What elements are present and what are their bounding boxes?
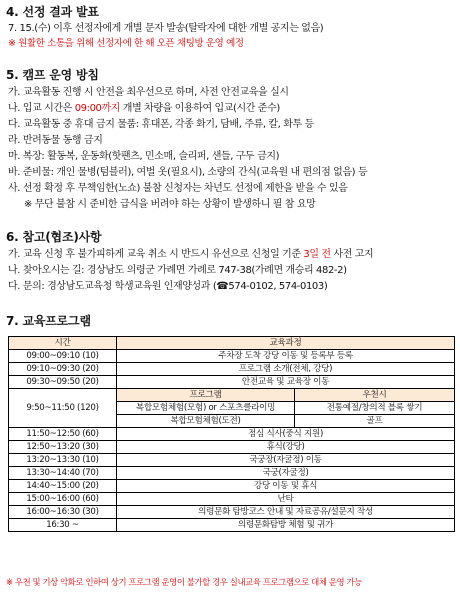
table-row bbox=[9, 454, 455, 467]
row-time: 16:00~16:30 (30) bbox=[9, 506, 117, 519]
section-4-line: 7. 15.(수) 이후 선정자에게 개별 문자 발송(탈락자에 대한 개별 공지는 없음) bbox=[8, 23, 324, 34]
policy-note: ※ 무단 불참 시 준비한 급식을 버려야 하는 상황이 발생하니 필 참 요망 bbox=[24, 199, 316, 210]
policy-item-na-post: 개별 차량을 이용하여 입교(시간 준수) bbox=[120, 103, 280, 114]
table-row bbox=[9, 467, 455, 480]
row-time: 09:30~09:50 (20) bbox=[9, 376, 117, 389]
section-7-title: 7. 교육프로그램 bbox=[6, 314, 91, 328]
split-rain-2: 골프 bbox=[295, 415, 455, 428]
policy-item-ra: 라. 반려동물 동행 금지 bbox=[8, 135, 103, 146]
header-time: 시간 bbox=[9, 337, 117, 350]
program-schedule-table bbox=[8, 336, 455, 532]
arrival-time: 09:00까지 bbox=[74, 103, 121, 114]
policy-item-sa: 사. 선정 확정 후 무책임한(노쇼) 불참 신청자는 차년도 선정에 제한을 받을 수 있음 bbox=[8, 183, 348, 194]
row-time: 12:50~13:20 (30) bbox=[9, 441, 117, 454]
header-course: 교육과정 bbox=[117, 337, 455, 350]
table-row bbox=[9, 363, 455, 376]
table-row bbox=[9, 376, 455, 389]
section-5-title: 5. 캠프 운영 방침 bbox=[6, 68, 99, 82]
split-program-1: 복합모험체험(모험) or 스포츠클라이밍 bbox=[117, 402, 295, 415]
row-course: 주차장 도착 강당 이동 및 등록부 등록 bbox=[117, 350, 455, 363]
section-6-title: 6. 참고(협조)사항 bbox=[6, 230, 102, 244]
split-time: 9:50~11:50 (120) bbox=[9, 389, 117, 428]
row-course: 강당 이동 및 휴식 bbox=[117, 480, 455, 493]
table-row bbox=[9, 519, 455, 532]
table-row bbox=[9, 441, 455, 454]
table-row bbox=[9, 428, 455, 441]
row-course: 의령문화 탐방코스 안내 및 자료공유/설문지 작성 bbox=[117, 506, 455, 519]
row-course: 프로그램 소개(전체, 강당) bbox=[117, 363, 455, 376]
policy-item-ga: 가. 교육활동 진행 시 안전을 최우선으로 하며, 사전 안전교육을 실시 bbox=[8, 87, 289, 98]
table-row bbox=[9, 506, 455, 519]
ref-item-ga bbox=[8, 248, 373, 261]
row-time: 14:40~15:00 (20) bbox=[9, 480, 117, 493]
ref-item-na: 나. 찾아오시는 길: 경상남도 의령군 가례면 가례로 747-38(가례면 개승리 482-2) bbox=[8, 265, 347, 276]
row-course: 국궁장(자굴정) 이동 bbox=[117, 454, 455, 467]
schedule-footnote: ※ 우천 및 기상 악화로 인하여 상기 프로그램 운영이 불가할 경우 실내교육 프로그램으로 대체 운영 가능 bbox=[6, 577, 362, 587]
row-course: 난타 bbox=[117, 493, 455, 506]
policy-item-na bbox=[8, 102, 280, 115]
split-head-program: 프로그램 bbox=[117, 389, 295, 402]
cancel-deadline: 3일 전 bbox=[303, 249, 331, 260]
row-course: 안전교육 및 교육장 이동 bbox=[117, 376, 455, 389]
row-time: 11:50~12:50 (60) bbox=[9, 428, 117, 441]
split-head-rain: 우천시 bbox=[295, 389, 455, 402]
row-course: 점심 식사(중식 지원) bbox=[117, 428, 455, 441]
ref-item-da: 다. 문의: 경상남도교육청 학생교육원 인재양성과 (☎574-0102, 574-0103) bbox=[8, 281, 328, 292]
section-4-title: 4. 선정 결과 발표 bbox=[6, 5, 99, 19]
policy-item-da: 다. 교육활동 중 휴대 금지 물품: 휴대폰, 각종 화기, 담배, 주류, 칼, 화투 등 bbox=[8, 119, 314, 130]
table-header-row bbox=[9, 337, 455, 350]
table-row bbox=[9, 480, 455, 493]
split-rain-1: 전통예절/창의적 블록 쌓기 bbox=[295, 402, 455, 415]
row-course: 국궁(자굴정) bbox=[117, 467, 455, 480]
row-time: 09:10~09:30 (20) bbox=[9, 363, 117, 376]
split-program-2: 복합모험체험(도전) bbox=[117, 415, 295, 428]
row-course: 의령문화탐방 체험 및 귀가 bbox=[117, 519, 455, 532]
policy-item-ba: 바. 준비물: 개인 물병(텀블러), 여벌 옷(필요시), 소량의 간식(교육원 내 편의점 없음) 등 bbox=[8, 167, 368, 178]
row-time: 13:30~14:40 (70) bbox=[9, 467, 117, 480]
table-row-split-head bbox=[9, 389, 455, 402]
row-time: 13:20~13:30 (10) bbox=[9, 454, 117, 467]
ref-item-ga-pre: 가. 교육 신청 후 불가피하게 교육 취소 시 반드시 유선으로 신청일 기준 bbox=[8, 249, 304, 260]
row-course: 휴식(강당) bbox=[117, 441, 455, 454]
ref-item-ga-post: 사전 고지 bbox=[330, 249, 374, 260]
row-time: 16:30 ~ bbox=[9, 519, 117, 532]
row-time: 09:00~09:10 (10) bbox=[9, 350, 117, 363]
policy-item-na-pre: 나. 입교 시간은 bbox=[8, 103, 75, 114]
section-4-note: ※ 원활한 소통을 위해 선정자에 한 해 오픈 채팅방 운영 예정 bbox=[8, 38, 244, 49]
row-time: 15:00~16:00 (60) bbox=[9, 493, 117, 506]
policy-item-ma: 마. 복장: 활동복, 운동화(핫팬츠, 민소매, 슬리퍼, 샌들, 구두 금지) bbox=[8, 151, 280, 162]
table-row bbox=[9, 493, 455, 506]
table-row bbox=[9, 350, 455, 363]
